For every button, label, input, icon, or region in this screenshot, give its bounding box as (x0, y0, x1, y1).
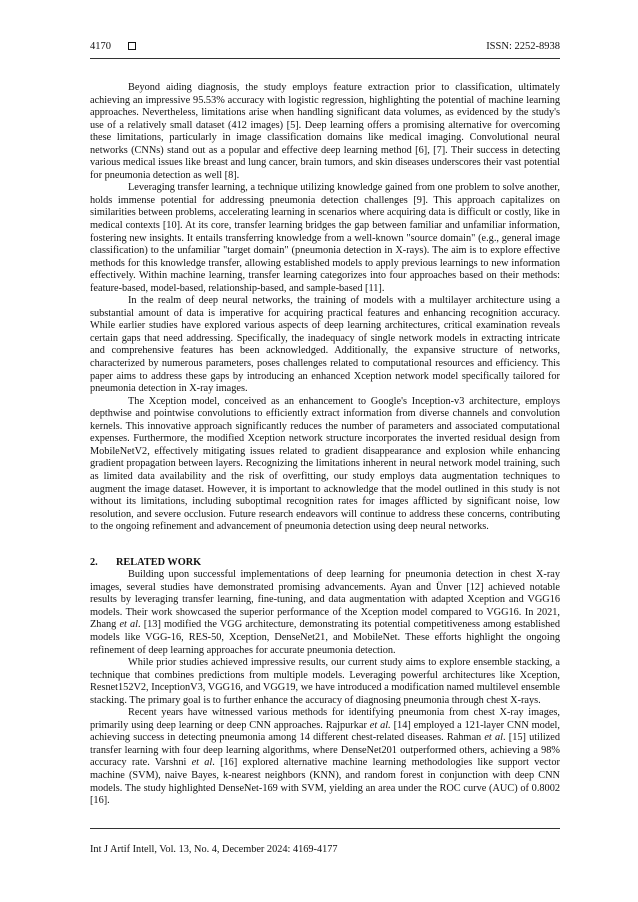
square-icon (128, 42, 136, 50)
text-run: Building upon successful implementations of deep learning for pneumonia detection in chest X-ray images, several studies have demonstrated promising advancements. Ayan and Ünver [12] achieved notable results by leveraging transfer learning, fine-tuning, and data augmentation with adapted Xception and VGG16 models. Their work showcased the superior performance of the Xception model compared to VGG16. In 2021, Zhang (90, 569, 560, 631)
text-run-italic: et al (119, 619, 139, 631)
body-text (90, 82, 560, 808)
paragraph (90, 569, 560, 657)
text-run-italic: et al. (369, 719, 391, 731)
header-rule (90, 58, 560, 59)
paragraph: The Xception model, conceived as an enhancement to Google's Inception-v3 architecture, employs depthwise and pointwise convolutions to efficiently extract information from diverse channels and convolution kernels. This innovative approach significantly reduces the number of parameters and associated computational expenses. Furthermore, the modified Xception network structure incorporates the inverted residual design from MobileNetV2, effectively mitigating issues related to gradient disappearance and explosion while enhancing gradient propagation between layers. Recognizing the limitations inherent in neural network model training, such as limited data availability and the risk of overfitting, our study employs data augmentation techniques to augment the image dataset. However, it is important to acknowledge that the model outlined in this study is not without its limitations, including suboptimal recognition rates for images afflicted by significant noise, low resolution, and severe occlusion. Future research endeavors will continue to address these concerns, contributing to the ongoing refinement and advancement of pneumonia detection using deep neural networks. (90, 395, 560, 533)
text-run: . [15] utilized transfer learning with four deep learning algorithms, where DenseNet201 outperformed others, achieving a 98% accuracy rate. Varshni (90, 732, 560, 769)
text-run: [14] employed a 121-layer CNN model, achieving success in detecting pneumonia among 14 different chest-related diseases. Rahman (90, 719, 560, 744)
footer-rule (90, 828, 560, 829)
text-run-italic: et al (191, 757, 213, 769)
paragraph: While prior studies achieved impressive results, our current study aims to explore ensemble stacking, a technique that combines predictions from multiple models. Leveraging powerful architectures like Xception, Resnet152V2, InceptionV3, VGG16, and VGG19, we have introduced a modification named multilevel ensemble stacking. The primary goal is to further enhance the accuracy of diagnosing pneumonia through chest X-rays. (90, 657, 560, 706)
paragraph (90, 707, 560, 807)
text-run: Recent years have witnessed various methods for identifying pneumonia from chest X-ray images, primarily using deep learning or deep CNN approaches. Rajpurkar (90, 707, 560, 731)
text-run: . [16] explored alternative machine learning methodologies like support vector machine (SVM), naive Bayes, k-nearest neighbors (KNN), and random forest in conjunction with deep CNN models. The study highlighted DenseNet-169 with SVM, yielding an area under the ROC curve (AUC) of 0.8002 [16]. (90, 757, 560, 807)
paragraph: In the realm of deep neural networks, the training of models with a multilayer architecture using a substantial amount of data is imperative for acquiring practical features and enhancing recognition accuracy. While earlier studies have explored various aspects of deep learning architectures, critical examination reveals certain gaps that need addressing. Specifically, the inadequacy of single network models in extracting intricate and comprehensive features has been acknowledged. Additionally, the expansive structure of networks, characterized by numerous parameters, poses challenges related to computational resources and efficiency. This paper aims to address these gaps by introducing an enhanced Xception network model specifically tailored for pneumonia detection in X-ray images. (90, 295, 560, 395)
paragraph: Beyond aiding diagnosis, the study employs feature extraction prior to classification, ultimately achieving an impressive 95.53% accuracy with logistic regression, highlighting the potential of machine learning approaches. Nevertheless, limitations arise when handling significant data volumes, as evidenced by the study's use of a relatively small dataset (412 images) [5]. Deep learning offers a promising alternative for overcoming these limitations, particularly in image classification domains like medical imaging. Convolutional neural networks (CNNs) stand out as a popular and effective deep learning method [6], [7]. Their success in detecting various medical issues like breast and lung cancer, brain tumors, and skin diseases underscores their vast potential for pneumonia detection as well [8]. (90, 82, 560, 181)
section-heading (90, 557, 560, 570)
footer-citation: Int J Artif Intell, Vol. 13, No. 4, December 2024: 4169-4177 (90, 844, 338, 855)
page-number: 4170 (90, 41, 111, 52)
section-title: RELATED WORK (116, 556, 202, 568)
text-run: . [13] modified the VGG architecture, demonstrating its potential competitiveness among established models like VGG-16, RES-50, Xception, DenseNet21, and MobileNet. These efforts highlight the ongoing refinement of deep learning approaches for accurate pneumonia detection. (90, 619, 560, 656)
section-number: 2. (90, 556, 98, 568)
text-run-italic: et al (484, 732, 503, 744)
issn: ISSN: 2252-8938 (486, 41, 560, 52)
paragraph: Leveraging transfer learning, a technique utilizing knowledge gained from one problem to solve another, holds immense potential for addressing pneumonia detection challenges [9]. This approach capitalizes on similarities between problems, accelerating learning in scenarios where acquiring data is difficult or costly, like in medical contexts [10]. At its core, transfer learning bridges the gap between familiar and unfamiliar information, fostering new insights. It entails transferring knowledge from a well-known "source domain" (e.g., general image classification) to the unfamiliar "target domain" (pneumonia detection in X-rays). The aim is to explore effective methods for this knowledge transfer, allowing established models to apply previous learnings to new information effectively. Within machine learning, transfer learning categorizes into four approaches based on their methods: feature-based, model-based, relationship-based, and sample-based [11]. (90, 182, 560, 294)
